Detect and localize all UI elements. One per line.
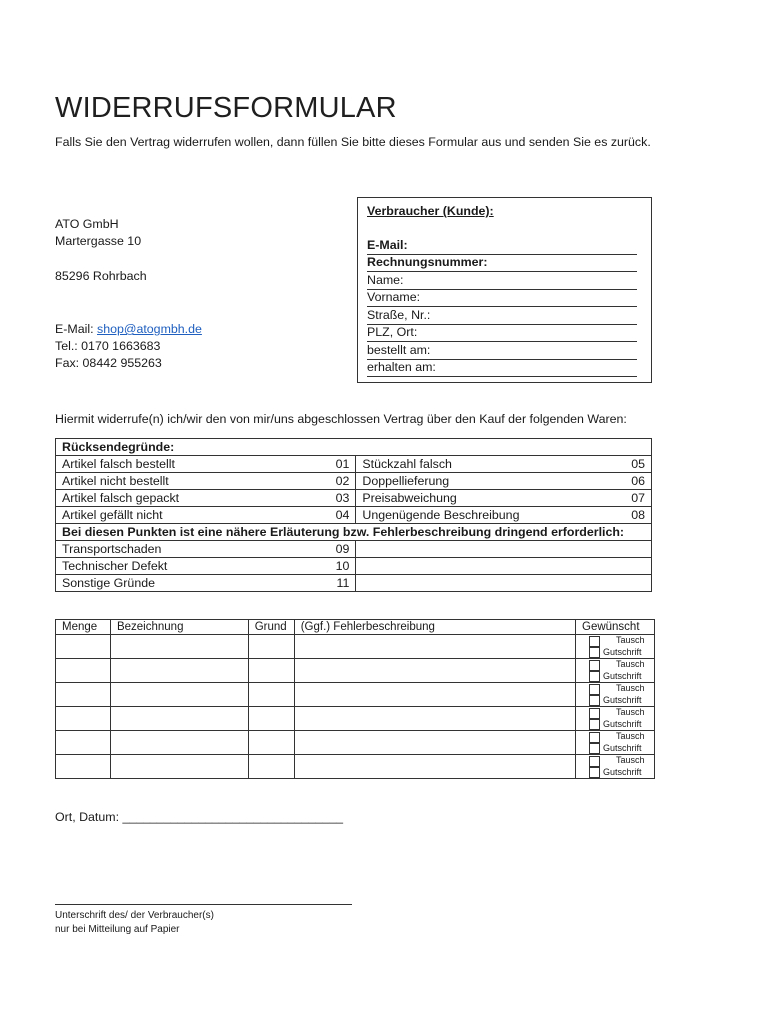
consumer-ordered-on-field[interactable]: bestellt am: [367, 343, 637, 360]
desired-cell [576, 731, 655, 755]
reason-label: Artikel nicht bestellt [56, 473, 301, 490]
col-header-desired: Gewünscht [576, 620, 655, 635]
exchange-checkbox[interactable] [589, 660, 600, 671]
consumer-city-field[interactable]: PLZ, Ort: [367, 325, 637, 342]
credit-label: Gutschrift [603, 671, 642, 681]
error-description-cell[interactable] [294, 659, 575, 683]
signature-caption-line1: Unterschrift des/ der Verbraucher(s) [55, 910, 214, 921]
consumer-street-field[interactable]: Straße, Nr.: [367, 308, 637, 325]
item-row [56, 731, 655, 755]
reason-code: 07 [580, 490, 652, 507]
withdrawal-statement: Hiermit widerrufe(n) ich/wir den von mir/uns abgeschlossen Vertrag über den Kauf der folgenden Waren: [55, 412, 627, 426]
reasons-note: Bei diesen Punkten ist eine nähere Erläuterung bzw. Fehlerbeschreibung dringend erforderlich: [56, 524, 652, 541]
quantity-cell[interactable] [56, 659, 111, 683]
col-header-description: Bezeichnung [110, 620, 248, 635]
reason-row [56, 558, 652, 575]
item-row [56, 659, 655, 683]
company-tel: Tel.: 0170 1663683 [55, 339, 161, 353]
description-cell[interactable] [110, 683, 248, 707]
reason-label: Sonstige Gründe [56, 575, 301, 592]
error-description-cell[interactable] [294, 731, 575, 755]
company-street: Martergasse 10 [55, 234, 142, 248]
error-description-cell[interactable] [294, 635, 575, 659]
place-date-field[interactable]: Ort, Datum: ________________________________ [55, 810, 343, 824]
reason-row [56, 490, 652, 507]
reasons-header: Rücksendegründe: [56, 439, 652, 456]
error-description-cell[interactable] [294, 707, 575, 731]
credit-checkbox[interactable] [589, 767, 600, 778]
description-cell[interactable] [110, 635, 248, 659]
reason-label: Ungenügende Beschreibung [356, 507, 580, 524]
consumer-received-on-field[interactable]: erhalten am: [367, 360, 637, 377]
reason-label: Artikel falsch gepackt [56, 490, 301, 507]
exchange-label: Tausch [616, 659, 645, 669]
quantity-cell[interactable] [56, 755, 111, 779]
consumer-invoice-number-field[interactable]: Rechnungsnummer: [367, 255, 637, 272]
reason-row [56, 541, 652, 558]
reason-code: 05 [580, 456, 652, 473]
consumer-email-field[interactable]: E-Mail: [367, 238, 637, 255]
col-header-quantity: Menge [56, 620, 111, 635]
signature-line[interactable] [55, 904, 352, 905]
reason-code: 06 [580, 473, 652, 490]
reason-cell[interactable] [248, 755, 294, 779]
item-row [56, 707, 655, 731]
quantity-cell[interactable] [56, 731, 111, 755]
credit-label: Gutschrift [603, 767, 642, 777]
item-row [56, 755, 655, 779]
reason-cell[interactable] [248, 683, 294, 707]
credit-label: Gutschrift [603, 647, 642, 657]
col-header-reason: Grund [248, 620, 294, 635]
exchange-checkbox[interactable] [589, 684, 600, 695]
reason-label: Artikel falsch bestellt [56, 456, 301, 473]
company-email [55, 321, 202, 338]
consumer-name-field[interactable]: Name: [367, 273, 637, 290]
company-name: ATO GmbH [55, 217, 119, 231]
reason-code: 02 [300, 473, 356, 490]
reason-code: 11 [300, 575, 356, 592]
company-email-link[interactable]: shop@atogmbh.de [97, 322, 202, 336]
reason-row [56, 456, 652, 473]
exchange-label: Tausch [616, 707, 645, 717]
reason-code: 03 [300, 490, 356, 507]
reason-cell[interactable] [248, 707, 294, 731]
exchange-label: Tausch [616, 755, 645, 765]
company-email-label: E-Mail: [55, 322, 97, 336]
reason-code: 01 [300, 456, 356, 473]
col-header-error-description: (Ggf.) Fehlerbeschreibung [294, 620, 575, 635]
desired-cell [576, 659, 655, 683]
company-fax: Fax: 08442 955263 [55, 356, 162, 370]
error-description-cell[interactable] [294, 683, 575, 707]
consumer-firstname-field[interactable]: Vorname: [367, 290, 637, 307]
reason-cell[interactable] [248, 635, 294, 659]
company-city: 85296 Rohrbach [55, 269, 147, 283]
credit-checkbox[interactable] [589, 695, 600, 706]
reason-cell[interactable] [248, 659, 294, 683]
return-items-table [55, 619, 655, 779]
error-description-cell[interactable] [294, 755, 575, 779]
quantity-cell[interactable] [56, 683, 111, 707]
credit-label: Gutschrift [603, 719, 642, 729]
reason-label: Preisabweichung [356, 490, 580, 507]
desired-cell [576, 755, 655, 779]
signature-caption [55, 909, 214, 937]
reason-explanation-cell[interactable] [356, 575, 652, 592]
signature-caption-line2: nur bei Mitteilung auf Papier [55, 924, 180, 935]
reason-code: 09 [300, 541, 356, 558]
exchange-checkbox[interactable] [589, 732, 600, 743]
intro-text: Falls Sie den Vertrag widerrufen wollen, dann füllen Sie bitte dieses Formular aus und senden Sie es zurück. [55, 135, 651, 149]
quantity-cell[interactable] [56, 707, 111, 731]
consumer-box [357, 197, 652, 383]
item-row [56, 683, 655, 707]
credit-checkbox[interactable] [589, 647, 600, 658]
reason-explanation-cell[interactable] [356, 558, 652, 575]
reason-code: 04 [300, 507, 356, 524]
description-cell[interactable] [110, 755, 248, 779]
exchange-checkbox[interactable] [589, 636, 600, 647]
credit-checkbox[interactable] [589, 719, 600, 730]
reason-cell[interactable] [248, 731, 294, 755]
reason-row [56, 473, 652, 490]
reason-code: 08 [580, 507, 652, 524]
desired-cell [576, 683, 655, 707]
description-cell[interactable] [110, 659, 248, 683]
page-title: WIDERRUFSFORMULAR [55, 92, 397, 124]
credit-label: Gutschrift [603, 695, 642, 705]
desired-cell [576, 707, 655, 731]
description-cell[interactable] [110, 707, 248, 731]
reason-row [56, 507, 652, 524]
description-cell[interactable] [110, 731, 248, 755]
exchange-label: Tausch [616, 635, 645, 645]
item-row [56, 635, 655, 659]
credit-label: Gutschrift [603, 743, 642, 753]
reason-row [56, 575, 652, 592]
desired-cell [576, 635, 655, 659]
exchange-checkbox[interactable] [589, 756, 600, 767]
return-reasons-table [55, 438, 652, 592]
credit-checkbox[interactable] [589, 743, 600, 754]
reason-label: Technischer Defekt [56, 558, 301, 575]
quantity-cell[interactable] [56, 635, 111, 659]
credit-checkbox[interactable] [589, 671, 600, 682]
consumer-box-title: Verbraucher (Kunde): [367, 204, 494, 218]
exchange-label: Tausch [616, 683, 645, 693]
reason-explanation-cell[interactable] [356, 541, 652, 558]
reason-label: Doppellieferung [356, 473, 580, 490]
exchange-label: Tausch [616, 731, 645, 741]
reason-label: Artikel gefällt nicht [56, 507, 301, 524]
reason-label: Transportschaden [56, 541, 301, 558]
reason-code: 10 [300, 558, 356, 575]
exchange-checkbox[interactable] [589, 708, 600, 719]
reason-label: Stückzahl falsch [356, 456, 580, 473]
